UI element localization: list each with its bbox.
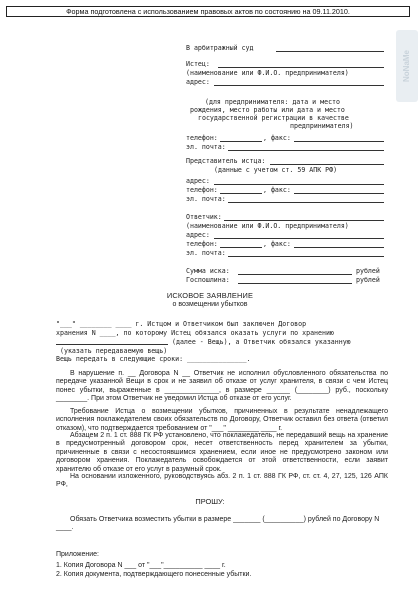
court-field[interactable] — [276, 51, 384, 52]
state-fee-field[interactable] — [238, 283, 352, 284]
defendant-fax-field[interactable] — [294, 247, 384, 248]
representative-phone-field[interactable] — [220, 193, 262, 194]
state-fee-label: Госпошлина: — [186, 276, 230, 284]
contract-line-5: Вещь передать в следующие сроки: _______________. — [56, 355, 251, 363]
defendant-fax-label: , факс: — [263, 240, 291, 248]
plaintiff-phone-label: телефон: — [186, 134, 218, 142]
plaintiff-label: Истец: — [186, 60, 210, 68]
representative-email-field[interactable] — [228, 202, 384, 203]
defendant-phone-label: телефон: — [186, 240, 218, 248]
defendant-email-label: эл. почта: — [186, 249, 226, 257]
entrepreneur-hint-1: (для предпринимателя: дата и место — [205, 98, 340, 106]
request-text: Обязать Ответчика возместить убытки в размере _______ (__________) рублей по Договору N ____. — [56, 516, 380, 532]
representative-email-label: эл. почта: — [186, 195, 226, 203]
representative-phone-label: телефон: — [186, 186, 218, 194]
attachment-item: 1. Копия Договора N ___ от "___"__________ ____ г. — [56, 562, 226, 569]
entrepreneur-hint-3: государственной регистрации в качестве — [198, 114, 349, 122]
plaintiff-name-hint: (наименование или Ф.И.О. предпринимателя) — [186, 69, 349, 77]
request-title: ПРОШУ: — [195, 497, 225, 506]
representative-fax-label: , факс: — [263, 186, 291, 194]
stored-item-field[interactable] — [56, 344, 168, 345]
defendant-email-field[interactable] — [228, 256, 384, 257]
representative-fax-field[interactable] — [294, 193, 384, 194]
paragraph-breach: В нарушение п. __ Договора N __ Ответчик не исполнил обусловленного обязательства по передаче указанной Вещи в срок и не заявил об отказе от услуг хранителя, в связи с чем Истец понес убытки, выраженные в ______________, в размере ______ (________) руб., поскольку ________. При этом Ответчик не уведомил Истца об отказе от его услуг. — [56, 370, 388, 403]
defendant-label: Ответчик: — [186, 213, 222, 221]
representative-hint: (данные с учетом ст. 59 АПК РФ) — [214, 166, 338, 174]
defendant-phone-field[interactable] — [220, 247, 262, 248]
contract-line-1: "___" ________ ____ г. Истцом и Ответчиком был заключен Договор — [56, 320, 307, 328]
contract-line-3: (далее - Вещь), а Ответчик обязался указанную — [172, 338, 351, 346]
watermark-logo: NoNaMe — [396, 30, 418, 102]
plaintiff-email-label: эл. почта: — [186, 143, 226, 151]
entrepreneur-hint-2: рождения, место работы или дата и место — [190, 106, 345, 114]
defendant-address-field[interactable] — [214, 238, 384, 239]
court-label: В арбитражный суд — [186, 44, 254, 52]
attachment-item: 2. Копия документа, подтверждающего понесенные убытки. — [56, 571, 252, 578]
representative-field[interactable] — [270, 164, 384, 165]
paragraph-law: Абзацем 2 п. 1 ст. 888 ГК РФ установлено, что поклажедатель, не передавший вещь на хранение в предусмотренный договором срок, несет ответственность перед хранителем за убытки, причиненные в связи с несостоявшимся хранением, если иное не предусмотрено законом или договором хранения. Поклажедатель освобождается от этой ответственности, если заявит хранителю об отказе от его услуг в разумный срок. — [56, 432, 388, 473]
claim-sum-unit: рублей — [356, 267, 380, 275]
document-subtitle: о возмещении убытков — [172, 301, 248, 308]
item-hint: (указать передаваемую вещь) — [60, 347, 168, 355]
plaintiff-email-field[interactable] — [228, 150, 384, 151]
paragraph-basis: На основании изложенного, руководствуясь абз. 2 п. 1 ст. 888 ГК РФ, ст. ст. 4, 27, 125, 126 АПК РФ, — [56, 473, 388, 489]
plaintiff-address-label: адрес: — [186, 78, 210, 86]
representative-address-field[interactable] — [214, 184, 384, 185]
defendant-name-hint: (наименование или Ф.И.О. предпринимателя) — [186, 222, 349, 230]
document-title: ИСКОВОЕ ЗАЯВЛЕНИЕ — [166, 291, 254, 300]
defendant-field[interactable] — [224, 220, 384, 221]
claim-sum-field[interactable] — [238, 274, 352, 275]
plaintiff-fax-label: , факс: — [263, 134, 291, 142]
defendant-address-label: адрес: — [186, 231, 210, 239]
plaintiff-address-field[interactable] — [214, 85, 384, 86]
contract-line-2: хранения N ____, по которому Истец обязался оказать услуги по хранению — [56, 329, 334, 337]
representative-address-label: адрес: — [186, 177, 210, 185]
plaintiff-phone-field[interactable] — [220, 141, 262, 142]
entrepreneur-hint-4: предпринимателя) — [290, 122, 354, 130]
attachments-title: Приложение: — [56, 551, 100, 558]
claim-sum-label: Сумма иска: — [186, 267, 230, 275]
plaintiff-field[interactable] — [218, 67, 384, 68]
paragraph-claim: Требование Истца о возмещении убытков, причиненных в результате ненадлежащего исполнения поклажедателем своих обязательств по Договору, Ответчик оставил без ответа (ответил отказом), что подтверждается требованием от "___" ________ ____ г. — [56, 408, 388, 432]
state-fee-unit: рублей — [356, 276, 380, 284]
representative-label: Представитель истца: — [186, 157, 266, 165]
plaintiff-fax-field[interactable] — [294, 141, 384, 142]
form-header-note: Форма подготовлена с использованием правовых актов по состоянию на 09.11.2010. — [6, 6, 410, 17]
